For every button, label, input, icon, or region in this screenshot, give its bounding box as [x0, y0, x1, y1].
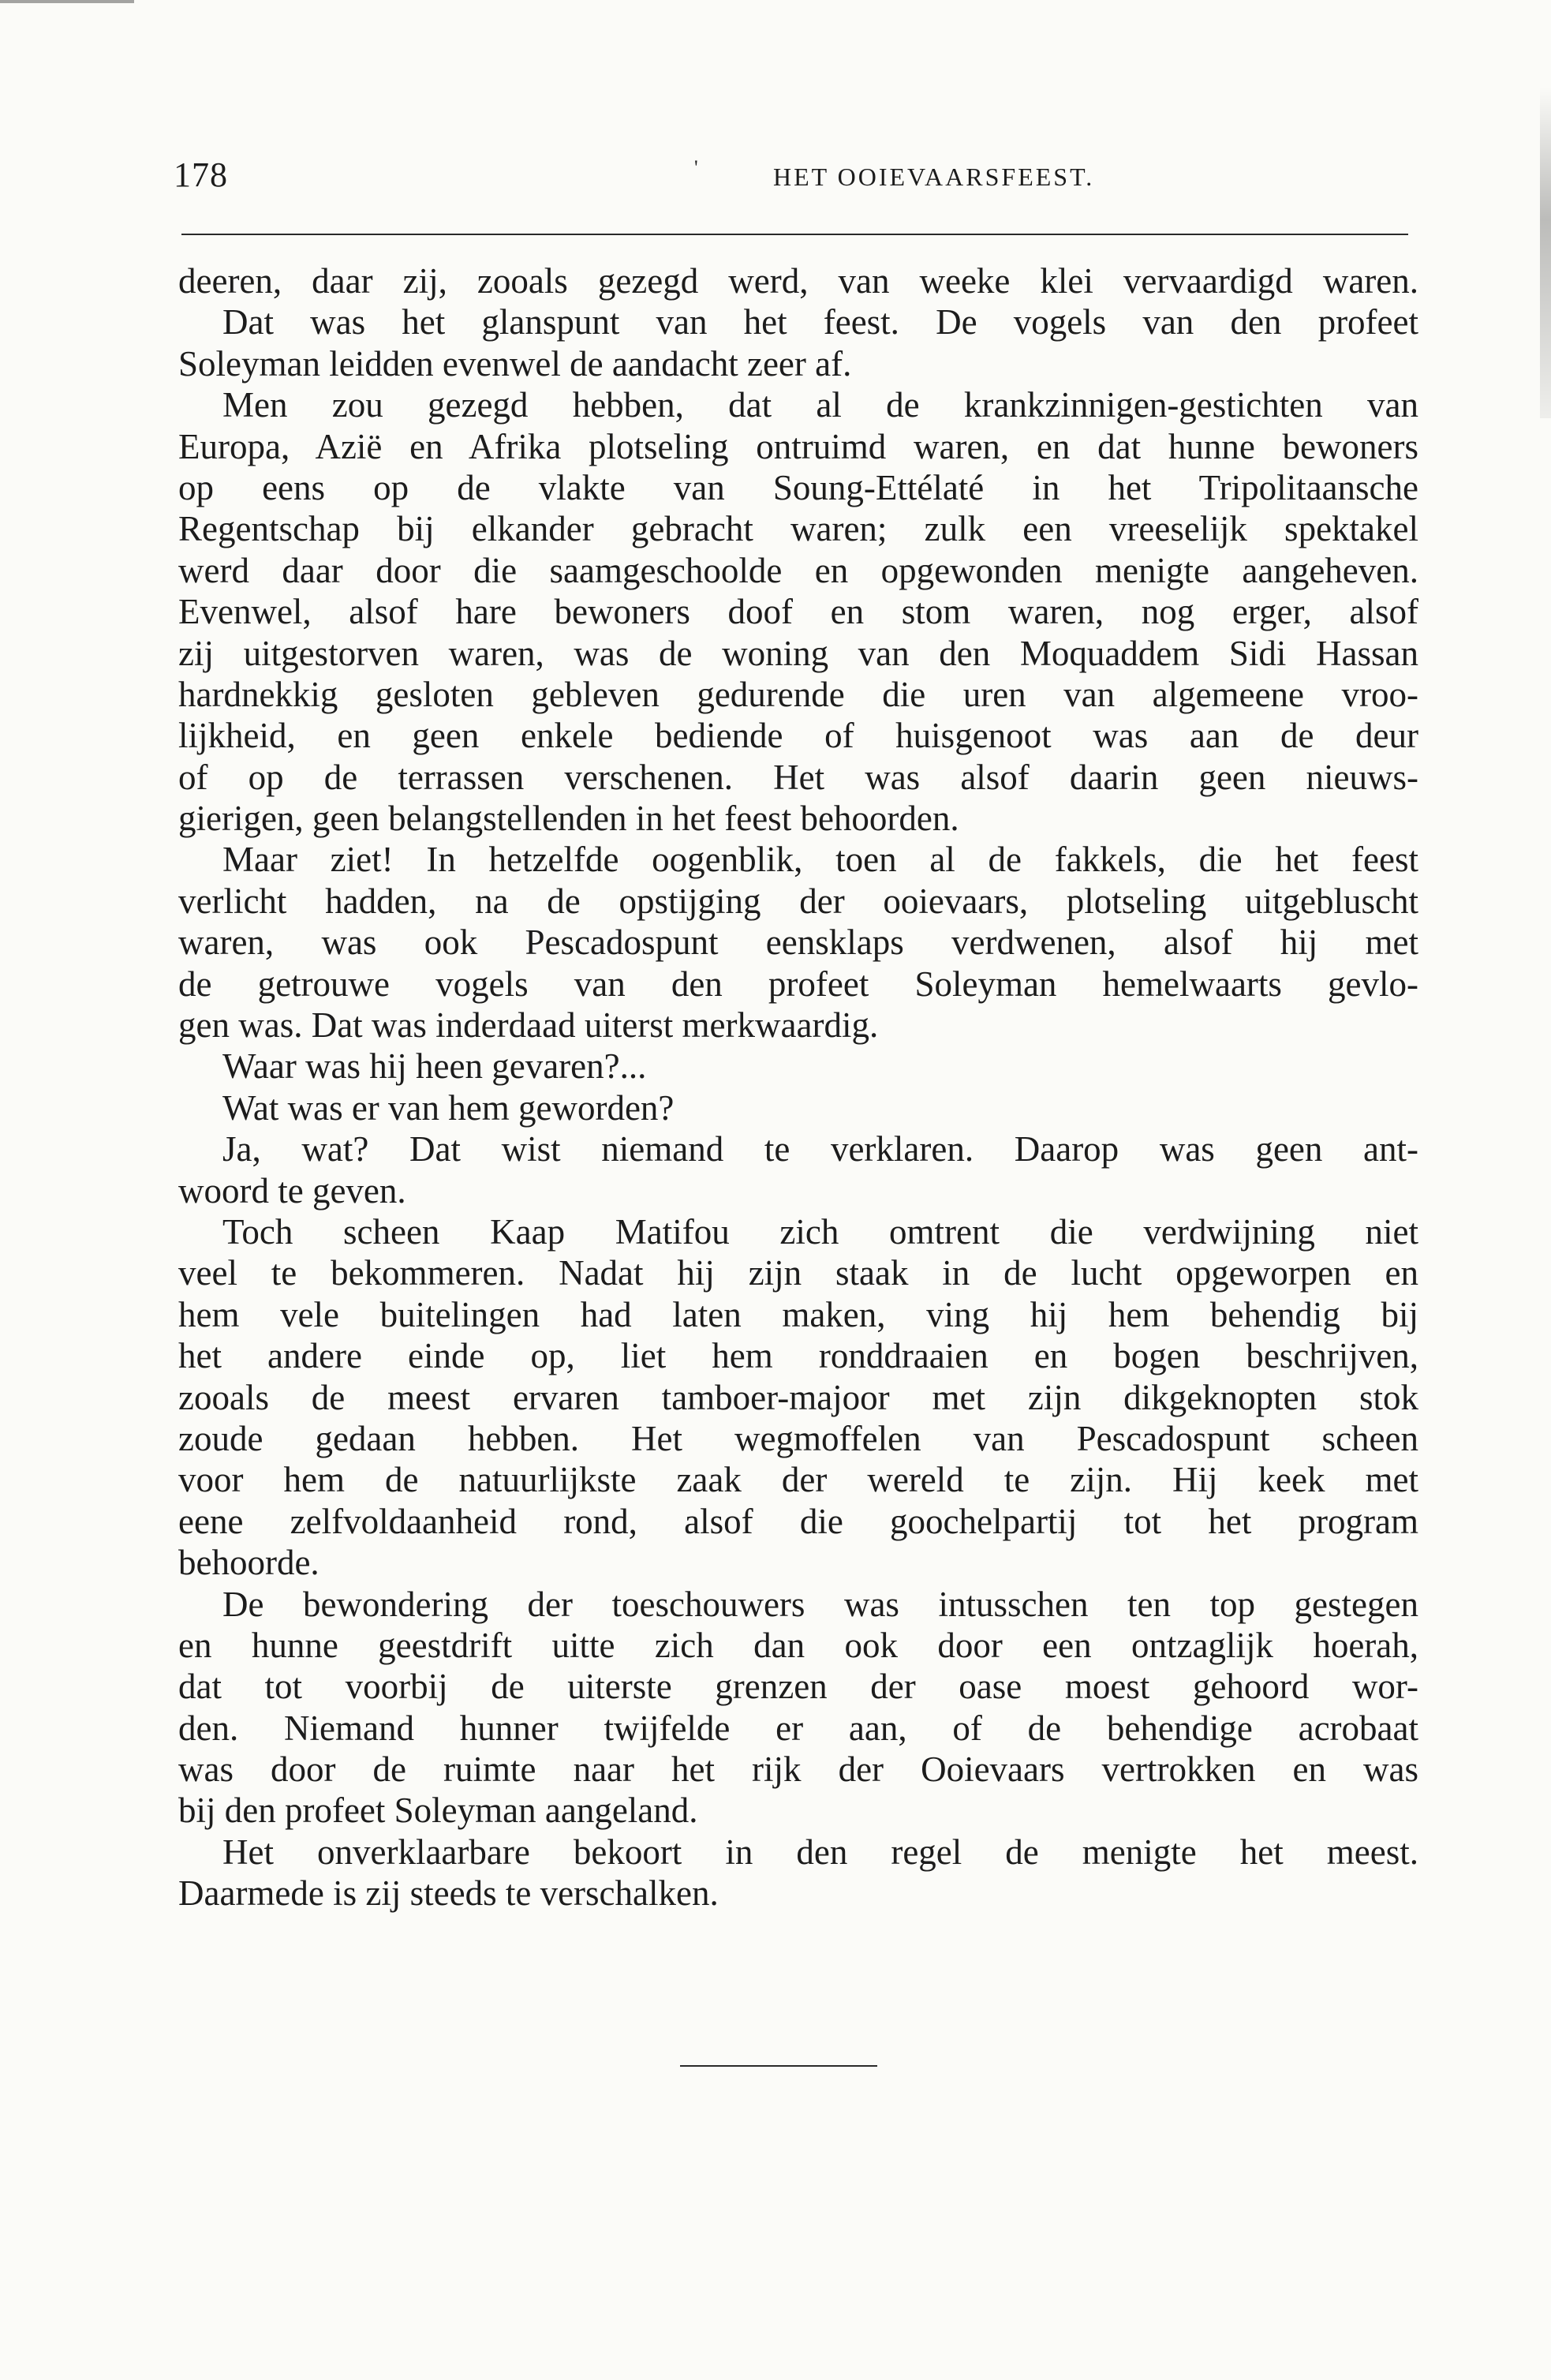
scan-edge-shadow: [1540, 87, 1551, 418]
text-line: hardnekkig gesloten gebleven gedurende die uren van algemeene vroo-: [178, 674, 1418, 714]
text-line: hem vele buitelingen had laten maken, ving hij hem behendig bij: [178, 1294, 1418, 1334]
text-line: Waar was hij heen gevaren?...: [222, 1046, 647, 1087]
text-line: bij den profeet Soleyman aangeland.: [178, 1791, 698, 1831]
text-line: lijkheid, en geen enkele bediende of huisgenoot was aan de deur: [178, 716, 1418, 756]
text-line: De bewondering der toeschouwers was intusschen ten top gestegen: [222, 1584, 1418, 1624]
text-line: eene zelfvoldaanheid rond, alsof die goochelpartij tot het program: [178, 1501, 1418, 1541]
running-header: [174, 155, 1404, 210]
text-line: deeren, daar zij, zooals gezegd werd, van weeke klei vervaardigd waren.: [178, 261, 1418, 301]
text-line: Toch scheen Kaap Matifou zich omtrent die verdwijning niet: [222, 1211, 1418, 1252]
text-line: zooals de meest ervaren tamboer-majoor met zijn dikgeknopten stok: [178, 1377, 1418, 1417]
text-line: op eens op de vlakte van Soung-Ettélaté in het Tripolitaansche: [178, 467, 1418, 507]
text-line: de getrouwe vogels van den profeet Soleyman hemelwaarts gevlo-: [178, 964, 1418, 1004]
text-line: Wat was er van hem geworden?: [222, 1087, 675, 1128]
text-line: Maar ziet! In hetzelfde oogenblik, toen al de fakkels, die het feest: [222, 840, 1418, 880]
text-line: of op de terrassen verschenen. Het was alsof daarin geen nieuws-: [178, 757, 1418, 797]
running-title: HET OOIEVAARSFEEST.: [773, 163, 1095, 191]
scan-smudge: [0, 0, 134, 3]
text-line: zoude gedaan hebben. Het wegmoffelen van Pescadospunt scheen: [178, 1418, 1418, 1458]
text-line: het andere einde op, liet hem ronddraaien en bogen beschrijven,: [178, 1336, 1418, 1376]
text-line: Evenwel, alsof hare bewoners doof en stom waren, nog erger, alsof: [178, 592, 1418, 632]
text-line: Dat was het glanspunt van het feest. De vogels van den profeet: [222, 302, 1418, 342]
text-line: Daarmede is zij steeds te verschalken.: [178, 1873, 719, 1914]
header-rule: [181, 234, 1408, 235]
text-line: voor hem de natuurlijkste zaak der wereld te zijn. Hij keek met: [178, 1460, 1418, 1500]
text-line: gen was. Dat was inderdaad uiterst merkwaardig.: [178, 1005, 879, 1046]
page-number: 178: [174, 155, 228, 194]
text-line: waren, was ook Pescadospunt eensklaps verdwenen, alsof hij met: [178, 922, 1418, 963]
text-line: Ja, wat? Dat wist niemand te verklaren. Daarop was geen ant-: [222, 1129, 1418, 1169]
text-line: veel te bekommeren. Nadat hij zijn staak in de lucht opgeworpen en: [178, 1253, 1418, 1293]
body-text: [178, 260, 1418, 1914]
text-line: Europa, Azië en Afrika plotseling ontruimd waren, en dat hunne bewoners: [178, 426, 1418, 466]
text-line: werd daar door die saamgeschoolde en opgewonden menigte aangeheven.: [178, 550, 1418, 590]
text-line: den. Niemand hunner twijfelde er aan, of de behendige acrobaat: [178, 1708, 1418, 1748]
text-line: zij uitgestorven waren, was de woning van den Moquaddem Sidi Hassan: [178, 633, 1418, 673]
text-line: en hunne geestdrift uitte zich dan ook door een ontzaglijk hoerah,: [178, 1625, 1418, 1665]
text-line: Men zou gezegd hebben, dat al de krankzinnigen-gestichten van: [222, 385, 1418, 425]
text-line: woord te geven.: [178, 1170, 406, 1211]
text-line: verlicht hadden, na de opstijging der ooievaars, plotseling uitgebluscht: [178, 881, 1418, 921]
text-line: Regentschap bij elkander gebracht waren; zulk een vreeselijk spektakel: [178, 509, 1418, 549]
text-line: Soleyman leidden evenwel de aandacht zeer af.: [178, 343, 852, 384]
text-line: dat tot voorbij de uiterste grenzen der oase moest gehoord wor-: [178, 1667, 1418, 1707]
text-line: gierigen, geen belangstellenden in het feest behoorden.: [178, 799, 959, 839]
text-line: Het onverklaarbare bekoort in den regel de menigte het meest.: [222, 1832, 1418, 1872]
header-mark: ': [694, 156, 698, 179]
text-line: was door de ruimte naar het rijk der Ooievaars vertrokken en was: [178, 1749, 1418, 1790]
text-line: behoorde.: [178, 1543, 320, 1583]
section-end-rule: [680, 2065, 877, 2067]
